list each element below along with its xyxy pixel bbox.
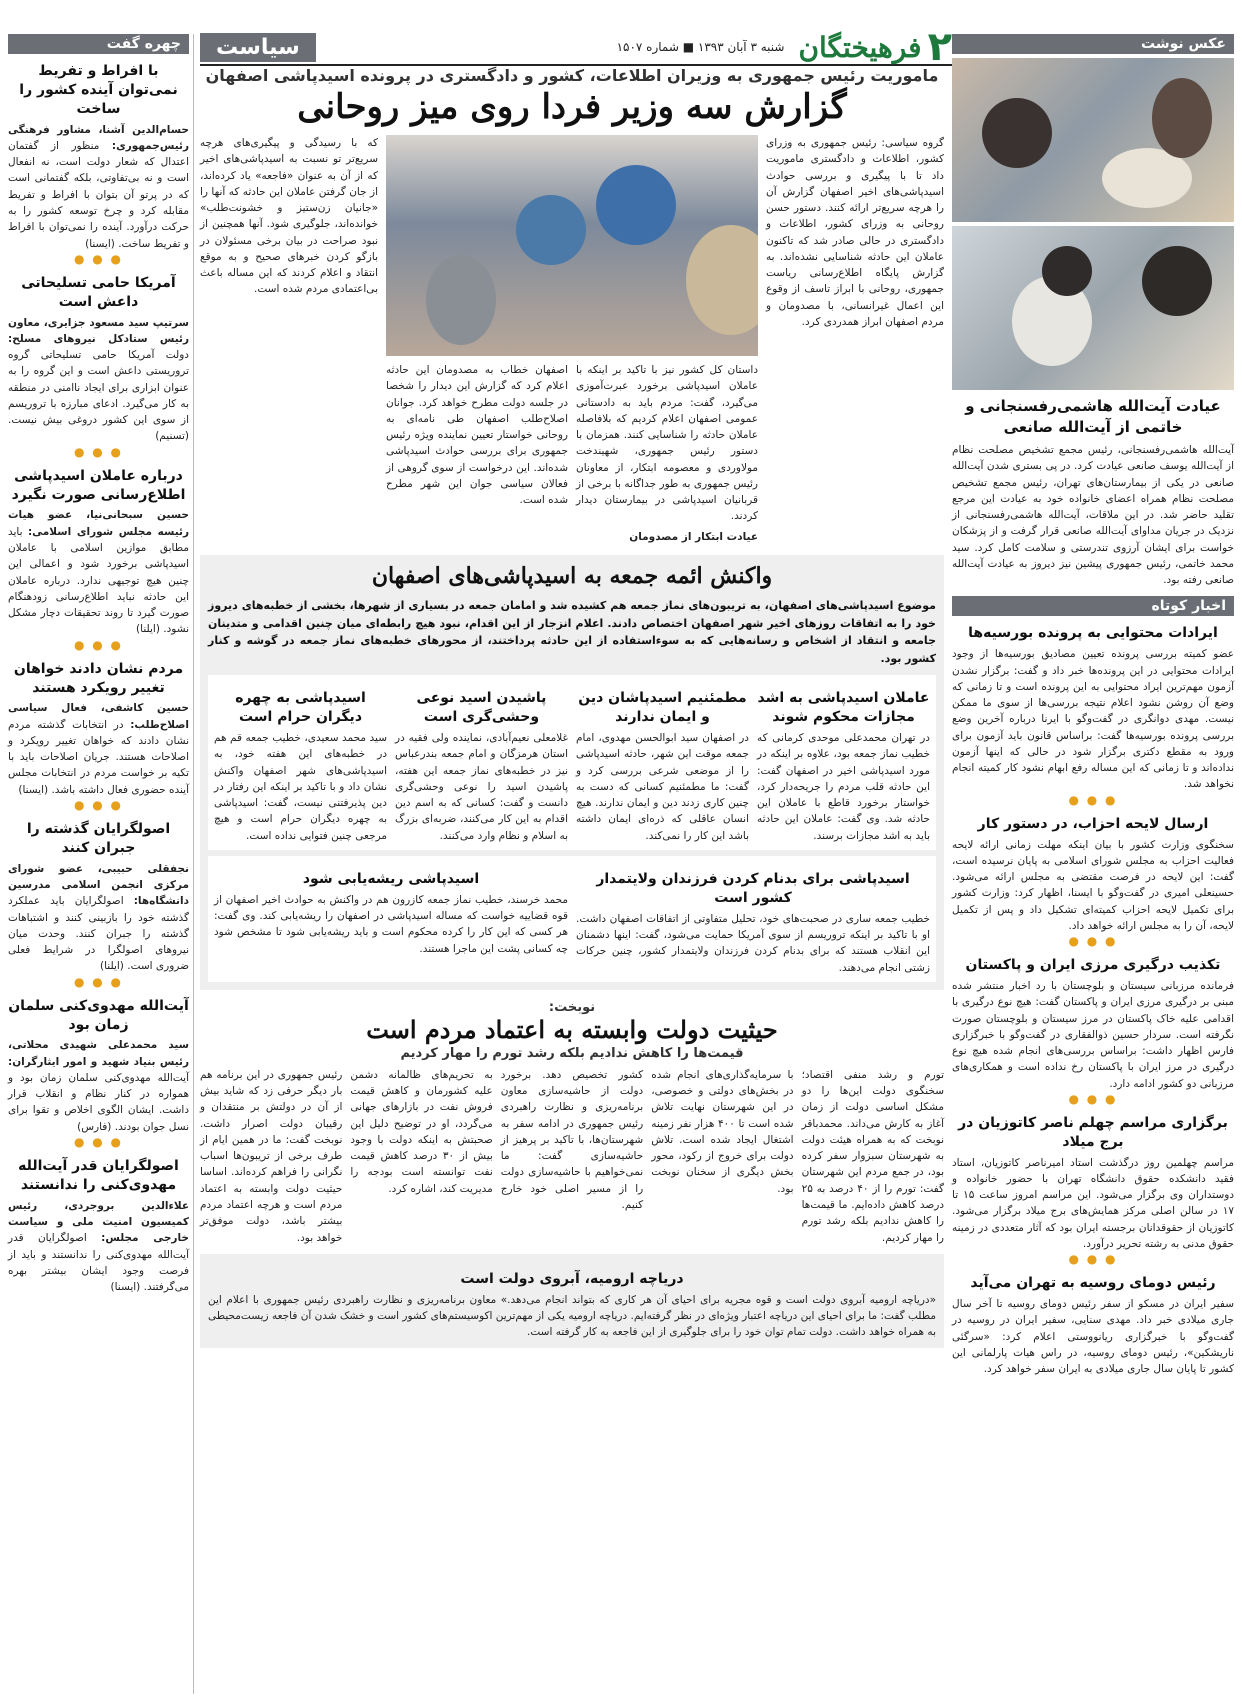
news-title: برگزاری مراسم چهلم ناصر کاتوزیان در برج میلاد xyxy=(958,1114,1228,1150)
quote-title: اصولگرایان قدر آیت‌الله مهدوی‌کنی را ندانستند xyxy=(18,1158,179,1193)
friday-item-body: سید محمد سعیدی، خطیب جمعه قم هم در خطبه‌های این هفته خود، به اسیدپاشی‌های شهر اصفهان واکنش نشان داد و با تاکید بر اینکه این رفتار در دین پذیرفتنی نیست، گفت: اسیدپاشی به چهره دیگران حرام است و هیچ مرجعی چنین فتوایی نداده است. xyxy=(214,732,387,842)
ornament-icon: ● ● ● xyxy=(1068,1091,1118,1106)
photo-caption-title: عیادت آیت‌الله هاشمی‌رفسنجانی و خاتمی از آیت‌الله صانعی xyxy=(965,397,1221,436)
news-body: سخنگوی وزارت کشور با بیان اینکه مهلت زمانی ارائه لایحه فعالیت احزاب به مجلس شورای اسلامی به پایان نرسیده است، گفت: این لایحه در فرصت مقتضی به مجلس ارائه می‌شود. حسینعلی امیری در گفت‌وگو با ایسنا، اظهار کرد: وزارت کشور برای تکمیل لایحه احزاب کمیته‌ای تشکیل داد و پس از تکمیل لایحه، آن را به مجلس ارائه خواهد داد. xyxy=(952,838,1234,932)
news-title: رئیس دومای روسیه به تهران می‌آید xyxy=(970,1275,1216,1292)
ornament-icon: ● ● ● xyxy=(1068,792,1118,807)
bottom-column: با سرمایه‌گذاری‌های انجام شده در بخش‌های دولتی و خصوصی، در این شهرستان نهایت تلاش شده است تا ۴۰۰ هزار نفر زمینه اشتغال ایجاد شده است. تلاش دولت برای خروج از رکود، محور بخش دیگری از سخنان نوبخت بود. xyxy=(651,1068,794,1195)
lead-subhead: عیادت ابتکار از مصدومان xyxy=(629,530,758,543)
lead-story xyxy=(200,66,944,545)
friday-item-body: محمد خرسند، خطیب نماز جمعه کازرون هم در واکنش به حوادث اخیر اصفهان از قوه قضاییه خواست که مساله اسیدپاشی در اصفهان را ریشه‌یابی کند. وی گفت: هر کسی که این کار را کرده محکوم است و باید ریشه‌یابی شود تا مشخص شود چه کسانی پشت این ماجرا هستند. xyxy=(214,893,568,955)
ornament-icon: ● ● ● xyxy=(1068,1252,1118,1267)
friday-item-title: مطمئنیم اسیدپاشان دین و ایمان ندارند xyxy=(578,690,747,726)
bottom-column: کشور تخصیص دهد. برخورد دولت از حاشیه‌سازی معاون برنامه‌ریزی و نظارت راهبردی رئیس جمهوری در ادامه سفر به شهرستان‌ها، با تاکید بر پرهیز از حاشیه‌سازی گفت: ما نمی‌خواهیم با حاشیه‌سازی دولت را از مسیر اصلی خود خارج کنیم. xyxy=(500,1068,644,1211)
friday-item-title: پاشیدن اسید نوعی وحشی‌گری است xyxy=(416,690,547,726)
quote-body: دولت آمریکا حامی تسلیحاتی گروه تروریستی داعش است و این گروه را به عنوان ابزاری برای ایجاد ناامنی در منطقه به کار می‌گیرد. ادعای مبارزه با تروریسم از سوی این کشور دروغی بیش نیست. (تسنیم) xyxy=(8,349,189,443)
ornament-icon: ● ● ● xyxy=(73,637,124,652)
lead-column-4: که با رسیدگی و پیگیری‌های هرچه سریع‌تر تو نسبت به اسیدپاشی‌های اخیر که از آن به عنوان «فاجعه» یاد کرده‌اند، از جان گرفتن عاملان این حادثه که آنها را «جانیان زن‌ستیز و خشونت‌طلب» خوانده‌اند، جلوگیری شود. آنها همچنین از نبود صراحت در بیان برخی مسئولان در بازگو کردن خبرهای صحیح و به موقع انتقاد و اعلام کردند که این مساله باعث بی‌اعتمادی مردم شده است. xyxy=(200,137,378,296)
news-section-label: اخبار کوتاه xyxy=(952,596,1234,616)
quote-byline: علاءالدین بروجردی، رئیس کمیسیون امنیت ملی و سیاست خارجی مجلس: xyxy=(8,1199,189,1245)
bottom-column: رئیس جمهوری در این برنامه هم بار دیگر حرفی زد که شاید بیش از آن در دولتش بر منتقدان و رقیبان دولت اصرار داشت. نوبخت گفت: ما در همین ایام از طرف برخی از تریبون‌ها اسباب نگرانی را فراهم کرده‌اند. اساسا حیثیت دولت وابسته به اعتماد مردم است و هرچه اعتماد مردم بیشتر باشد، دولت موفق‌تر خواهد بود. xyxy=(199,1068,343,1244)
quote-body: در انتخابات گذشته مردم نشان دادند که خواهان تغییر رویکرد و اصلاحات هستند. جریان اصلاحات باید با تکیه بر خواست مردم در انتخابات مجلس آینده حضوری فعال داشته باشد. (ایسنا) xyxy=(8,718,189,796)
photo-hospital-visit-2 xyxy=(952,226,1234,390)
left-column xyxy=(8,34,194,1694)
friday-item-title: اسیدپاشی به چهره دیگران حرام است xyxy=(235,690,366,726)
main-content xyxy=(200,66,944,1694)
urmia-box xyxy=(200,1254,944,1349)
friday-prayers-panel xyxy=(200,555,944,990)
lead-column-2 xyxy=(576,362,758,545)
ornament-icon: ● ● ● xyxy=(1068,934,1118,949)
quote-title: با افراط و تفریط نمی‌توان آینده کشور را ساخت xyxy=(19,63,178,117)
friday-item-title: اسیدپاشی ریشه‌یابی شود xyxy=(302,871,480,888)
quote-item xyxy=(8,1157,189,1295)
news-title: ایرادات محتوایی به پرونده بورسیه‌ها xyxy=(968,625,1218,642)
news-body: عضو کمیته بررسی پرونده تعیین مصادیق بورسیه‌ها از وجود ایرادات محتوایی در این پرونده‌ها خبر داد و گفت: برگزار نشدن آزمون مهم‌ترین ایراد محتوایی به این پرونده است و تا زمانی که وضع آن روشن نشود اعلام نتیجه بررسی‌ها از سوی ما ممکن نیست. مهدی دوانگری در گفت‌وگو با ایرنا درباره آخرین وضع بررسی پرونده بورسیه‌ها گفت: براساس قانون باید آزمون برای ورود به مقطع دکتری برگزار شود در حالی که اینها آزمون نداده‌اند و تا زمانی که این مساله رفع ابهام نشود کار کمیته انجام نخواهد شد. xyxy=(952,648,1234,791)
ornament-icon: ● ● ● xyxy=(73,797,124,812)
quote-title: اصولگرایان گذشته را جبران کنند xyxy=(26,820,171,856)
news-title: تکذیب درگیری مرزی ایران و پاکستان xyxy=(965,957,1221,974)
quote-item xyxy=(8,660,189,798)
photo-section-label: عکس نوشت xyxy=(952,34,1234,54)
quote-byline: حسام‌الدین آشنا، مشاور فرهنگی رئیس‌جمهوری: xyxy=(8,123,189,152)
quote-byline: نجفقلی حبیبی، عضو شورای مرکزی انجمن اسلامی مدرسین دانشگاه‌ها: xyxy=(8,862,189,908)
friday-item-body: خطیب جمعه ساری در صحبت‌های خود، تحلیل متفاوتی از اتفاقات اصفهان داشت. او با تاکید بر اینکه تروریسم از سوی آمریکا حمایت می‌شود، گفت: اینها دشمنان این انقلاب هستند که برای بدنام کردن فرزندان ولایتمدار کشور، چنین حرکات زشتی انجام می‌دهند. xyxy=(576,912,930,974)
quote-title: آیت‌الله مهدوی‌کنی سلمان زمان بود xyxy=(8,997,189,1033)
news-body: مراسم چهلمین روز درگذشت استاد امیرناصر کاتوزیان، استاد فقید دانشکده حقوق دانشگاه تهران با حضور خانواده و دوستداران وی برگزار می‌شود. این مراسم امروز ساعت ۱۵ تا ۱۷ در سالن اصلی مرکز همایش‌های برج میلاد برگزار می‌شود. کاتوزیان از حقوقدانان برجسته ایران بود که آثار متعددی در زمینه حقوق مدنی به رشته تحریر درآورد. xyxy=(952,1156,1234,1251)
quotes-section-label: چهره گفت xyxy=(8,34,189,54)
friday-item-body: در اصفهان سید ابوالحسن مهدوی، امام جمعه موقت این شهر، حادثه اسیدپاشی را از موضعی شرعی بررسی کرد و گفت: ما مطمئنیم کسانی که دست به چنین کاری زدند دین و ایمان ندارند. هیچ انسان عاقلی که ذره‌ای ایمان داشته باشد این کار را نمی‌کند. xyxy=(576,732,749,842)
masthead xyxy=(200,24,952,70)
ornament-icon: ● ● ● xyxy=(73,251,124,266)
quote-byline: سرتیپ سید مسعود جزایری، معاون رئیس ستادکل نیروهای مسلح: xyxy=(8,316,189,345)
friday-item xyxy=(214,862,568,976)
friday-item xyxy=(395,681,568,844)
photo-caption-body: آیت‌الله هاشمی‌رفسنجانی، رئیس مجمع تشخیص مصلحت نظام از آیت‌الله یوسف صانعی عیادت کرد. در پی بستری شدن آیت‌الله صانعی در یکی از بیمارستان‌های تهران، رئیس مجمع تشخیص مصلحت نظام همراه اعضای خانواده خود به عیادت این مرجع تقلید حاضر شد. در این ملاقات، آیت‌الله هاشمی‌رفسنجانی از نزدیک در جریان مداوای آیت‌الله صانعی قرار گرفت و از پزشکان خواست برای ایشان آرزوی تندرستی و سلامت کامل کرد. سید محمد خاتمی، رئیس جمهوری پیشین نیز دیروز به عیادت آیت‌الله صانعی رفته بود. xyxy=(952,444,1234,587)
quote-item xyxy=(8,820,189,975)
news-item xyxy=(952,815,1234,934)
quote-byline: حسین کاشفی، فعال سیاسی اصلاح‌طلب: xyxy=(8,702,190,731)
bottom-column: تورم و رشد منفی اقتصاد؛ سخنگوی دولت این‌ها را دو مشکل اساسی دولت از زمان آغاز به کارش می‌داند. محمدباقر نوبخت که به همراه هیئت دولت به شهرستان سبزوار سفر کرده بود، در جمع مردم این شهرستان گفت: تورم را از ۴۰ درصد به ۲۵ درصد کاهش داده‌ایم. ما قیمت‌ها را کاهش ندادیم بلکه رشد تورم را مهار کردیم. xyxy=(801,1068,944,1244)
lead-headline: گزارش سه وزیر فردا روی میز روحانی xyxy=(297,87,847,127)
quote-byline: حسین سبحانی‌نیا، عضو هیات رئیسه مجلس شورای اسلامی: xyxy=(8,509,189,538)
lead-kicker: ماموریت رئیس جمهوری به وزیران اطلاعات، کشور و دادگستری در پرونده اسیدپاشی اصفهان xyxy=(205,66,939,85)
news-body: فرمانده مرزبانی سیستان و بلوچستان با رد اخبار منتشر شده مبنی بر درگیری مرزی ایران و پاکستان گفت: هیچ نوع درگیری با اقدامی علیه خاک پاکستان در مرز سیستان و بلوچستان صورت نگرفته است. سردار حسین ذوالفقاری در گفت‌وگو با خبرگزاری فارس اظهار داشت: براساس بررسی‌های انجام شده هیچ نوع درگیری در مرز ایران با پاکستان رخ نداده است و همکاری‌های مرزبانی دو کشور ادامه دارد. xyxy=(952,980,1234,1090)
newspaper-logo: فرهیختگان xyxy=(798,30,922,64)
quote-title: آمریکا حامی تسلیحاتی داعش است xyxy=(21,274,176,310)
news-item xyxy=(952,1274,1234,1377)
news-item xyxy=(952,956,1234,1092)
friday-item xyxy=(757,681,930,844)
quote-body: اصولگرایان باید عملکرد گذشته خود را بازبینی کنند و اشتباهات گذشته را جبران کنند. وحدت میان نیروهای اصولگرا در شرایط فعلی ضروری است. (ایلنا) xyxy=(8,895,189,973)
friday-item xyxy=(214,681,387,844)
page-number: ۲ xyxy=(927,24,952,70)
issue-date: شنبه ۳ آبان ۱۳۹۳ ■ شماره ۱۵۰۷ xyxy=(616,40,785,54)
quote-body: اصولگرایان قدر آیت‌الله مهدوی‌کنی را ندانستند و باید از فرصت وجود ایشان بیشتر بهره می‌گرفتند. (ایسنا) xyxy=(8,1232,189,1294)
friday-item-title: عاملان اسیدپاشی به اشد مجازات محکوم شوند xyxy=(757,690,930,726)
bottom-headline: حیثیت دولت وابسته به اعتماد مردم است xyxy=(366,1014,778,1044)
news-title: ارسال لایحه احزاب، در دستور کار xyxy=(977,815,1209,832)
quote-title: درباره عاملان اسیدپاشی اطلاع‌رسانی صورت نگیرد xyxy=(11,467,186,503)
friday-item-title: اسیدپاشی برای بدنام کردن فرزندان ولایتمدار کشور است xyxy=(596,871,910,906)
quote-item xyxy=(8,467,189,638)
quote-item xyxy=(8,62,189,252)
right-column xyxy=(952,34,1234,1694)
quote-body: منظور از گفتمان اعتدال که شعار دولت است، نه انفعال است و نه بی‌تفاوتی، بلکه گفتمانی است که در پرتو آن بتوان با افراط و تفریط مقابله کرد و چرخ توسعه کشور را به حرکت درآورد. آینده را نمی‌توان با افراط و تفریط ساخت. (ایسنا) xyxy=(8,139,189,250)
bottom-story xyxy=(200,1000,944,1349)
lead-column-1: گروه سیاسی: رئیس جمهوری به وزرای کشور، اطلاعات و دادگستری ماموریت داد تا با پیگیری و بررسی حوادث اسیدپاشی‌های اخیر اصفهان گزارش آن را هرچه سریع‌تر ارائه کنند. دستور حسن روحانی به وزرای کشور، اطلاعات و دادگستری در حالی صادر شد که تاکنون عاملان این حادثه شناسایی نشده‌اند. به گزارش پایگاه اطلاع‌رسانی ریاست جمهوری، روحانی با ابراز تاسف از وقوع این اعمال غیرانسانی، با مصدومان و مردم اصفهان ابراز همدردی کرد. xyxy=(766,137,944,328)
bottom-column: به تحریم‌های ظالمانه دشمن علیه کشورمان و کاهش قیمت فروش نفت در بازارهای جهانی می‌گردد، او در توضیح دلیل این صحبتش به اینکه دولت با وجود بیش از ۳۰ درصد کاهش قیمت نفت توانسته است بودجه را مدیریت کند، اشاره کرد. xyxy=(350,1068,493,1195)
friday-item xyxy=(576,681,749,844)
friday-lead: موضوع اسیدپاشی‌های اصفهان، به تریبون‌های نماز جمعه هم کشیده شد و امامان جمعه در بسیاری از شهرها، بخشی از خطبه‌های دیروز خود را به اتفاقات روزهای اخیر شهر اصفهان اختصاص دادند. اعلام انزجار از این اقدام، نبود هیچ رابطه‌ای میان چنین اقدامی و متدینان جامعه و انتقاد از اشخاص و رسانه‌هایی که به سوءاستفاده از این حادثه پرداختند، از محورهای خطبه‌های نماز جمعه در گوشه و کنار کشور بود. xyxy=(208,599,936,665)
ornament-icon: ● ● ● xyxy=(73,444,124,459)
ornament-icon: ● ● ● xyxy=(73,974,124,989)
quote-body: آیت‌الله مهدوی‌کنی سلمان زمان بود و همواره در کنار نظام و انقلاب قرار داشت. ایشان الگوی اخلاص و تقوا برای نسل جوان بودند. (فارس) xyxy=(8,1071,189,1133)
lead-column-3: اصفهان خطاب به مصدومان این حادثه اعلام کرد که گزارش این دیدار را شخصا در جلسه دولت مطرح خواهد کرد. جوانان اصلاح‌طلب اصفهان طی نامه‌ای به روحانی خواستار تعیین نماینده ویژه رئیس جمهوری برای بررسی حوادث اسیدپاشی شده‌اند. این درخواست از سوی گروهی از فعالان سیاسی جوان این شهر مطرح شده است. xyxy=(386,364,568,507)
ornament-icon: ● ● ● xyxy=(73,1135,124,1149)
bottom-kicker: نوبخت: xyxy=(548,999,596,1015)
urmia-body: «دریاچه ارومیه آبروی دولت است و قوه مجریه برای احیای آن هر کاری که بتواند انجام می‌دهد.» معاون برنامه‌ریزی و نظارت راهبردی رئیس جمهوری با اعلام این مطلب گفت: ما برای احیای این دریاچه اعتبار ویژه‌ای در نظر گرفته‌ایم. دریاچه ارومیه یکی از مهم‌ترین اکوسیستم‌های کشور است و خشک شدن آن فاجعه زیست‌محیطی به همراه خواهد داشت. دولت تمام توان خود را برای جلوگیری از این فاجعه به کار گرفته است. xyxy=(208,1293,936,1339)
quote-item xyxy=(8,997,189,1135)
friday-headline: واکنش ائمه جمعه به اسیدپاشی‌های اصفهان xyxy=(371,563,773,589)
photo-hospital-ward xyxy=(386,135,758,356)
friday-item-body: غلامعلی نعیم‌آبادی، نماینده ولی فقیه در استان هرمزگان و امام جمعه بندرعباس نیز در خطبه‌های نماز جمعه این هفته، پاشیدن اسید را نوعی وحشی‌گری دانست و گفت: کسانی که به اسم دین اقدام به این کار می‌کنند، ضربه‌ای بزرگ به اسلام و نظام وارد می‌کنند. xyxy=(395,732,568,842)
news-item xyxy=(952,1114,1234,1252)
urmia-headline: دریاچه ارومیه، آبروی دولت است xyxy=(460,1270,684,1287)
friday-item xyxy=(576,862,930,976)
quote-title: مردم نشان دادند خواهان تغییر رویکرد هستند xyxy=(13,660,184,696)
quote-item xyxy=(8,274,189,445)
news-item xyxy=(952,624,1234,792)
quote-byline: سید محمدعلی شهیدی محلاتی، رئیس بنیاد شهید و امور ایثارگران: xyxy=(8,1039,189,1068)
news-body: سفیر ایران در مسکو از سفر رئیس دومای روسیه تا آخر سال جاری میلادی خبر داد. مهدی سنایی، سفیر ایران در روسیه در گفت‌وگو با خبرگزاری ریانووستی اعلام کرد: «سرگئی ناریشکین»، رئیس دومای روسیه، در راس هیات پارلمانی این کشور تا پایان سال جاری میلادی به ایران سفر خواهد کرد. xyxy=(952,1298,1234,1376)
friday-item-body: در تهران محمدعلی موحدی کرمانی که خطیب نماز جمعه بود، علاوه بر اینکه در مورد اسیدپاشی اخیر در اصفهان گفت: این حادثه قلب مردم را جریحه‌دار کرد، خواستار برخورد قاطع با عاملان این حادثه شد. وی گفت: عاملان این حادثه باید به اشد مجازات برسند. xyxy=(757,732,930,842)
quote-body: باید مطابق موازین اسلامی با عاملان اسیدپاشی برخورد شود و اعمالی این چنین هیچ توجیهی ندارد. درباره عاملان این حادثه نباید اطلاع‌رسانی زودهنگام صورت گیرد تا روند تحقیقات دچار مشکل نشود. (ایلنا) xyxy=(8,525,189,636)
lead-column-2-text: داستان کل کشور نیز با تاکید بر اینکه با عاملان اسیدپاشی برخورد عبرت‌آموزی می‌گیرد، گفت: مردم باید به دادستانی عمومی اصفهان اعلام کردیم که بلافاصله عاملان حادثه را شناسایی کنند. همزمان با دستور رئیس جمهوری، شهیندخت مولاوردی و معصومه ابتکار، از معاونان رئیس جمهوری به طور جداگانه با برخی از قربانیان اسیدپاشی در بیمارستان دیدار کردند. xyxy=(576,364,758,523)
photo-hospital-visit-1 xyxy=(952,58,1234,222)
section-label: سیاست xyxy=(200,33,316,62)
bottom-subhead: قیمت‌ها را کاهش ندادیم بلکه رشد تورم را مهار کردیم xyxy=(400,1045,744,1061)
